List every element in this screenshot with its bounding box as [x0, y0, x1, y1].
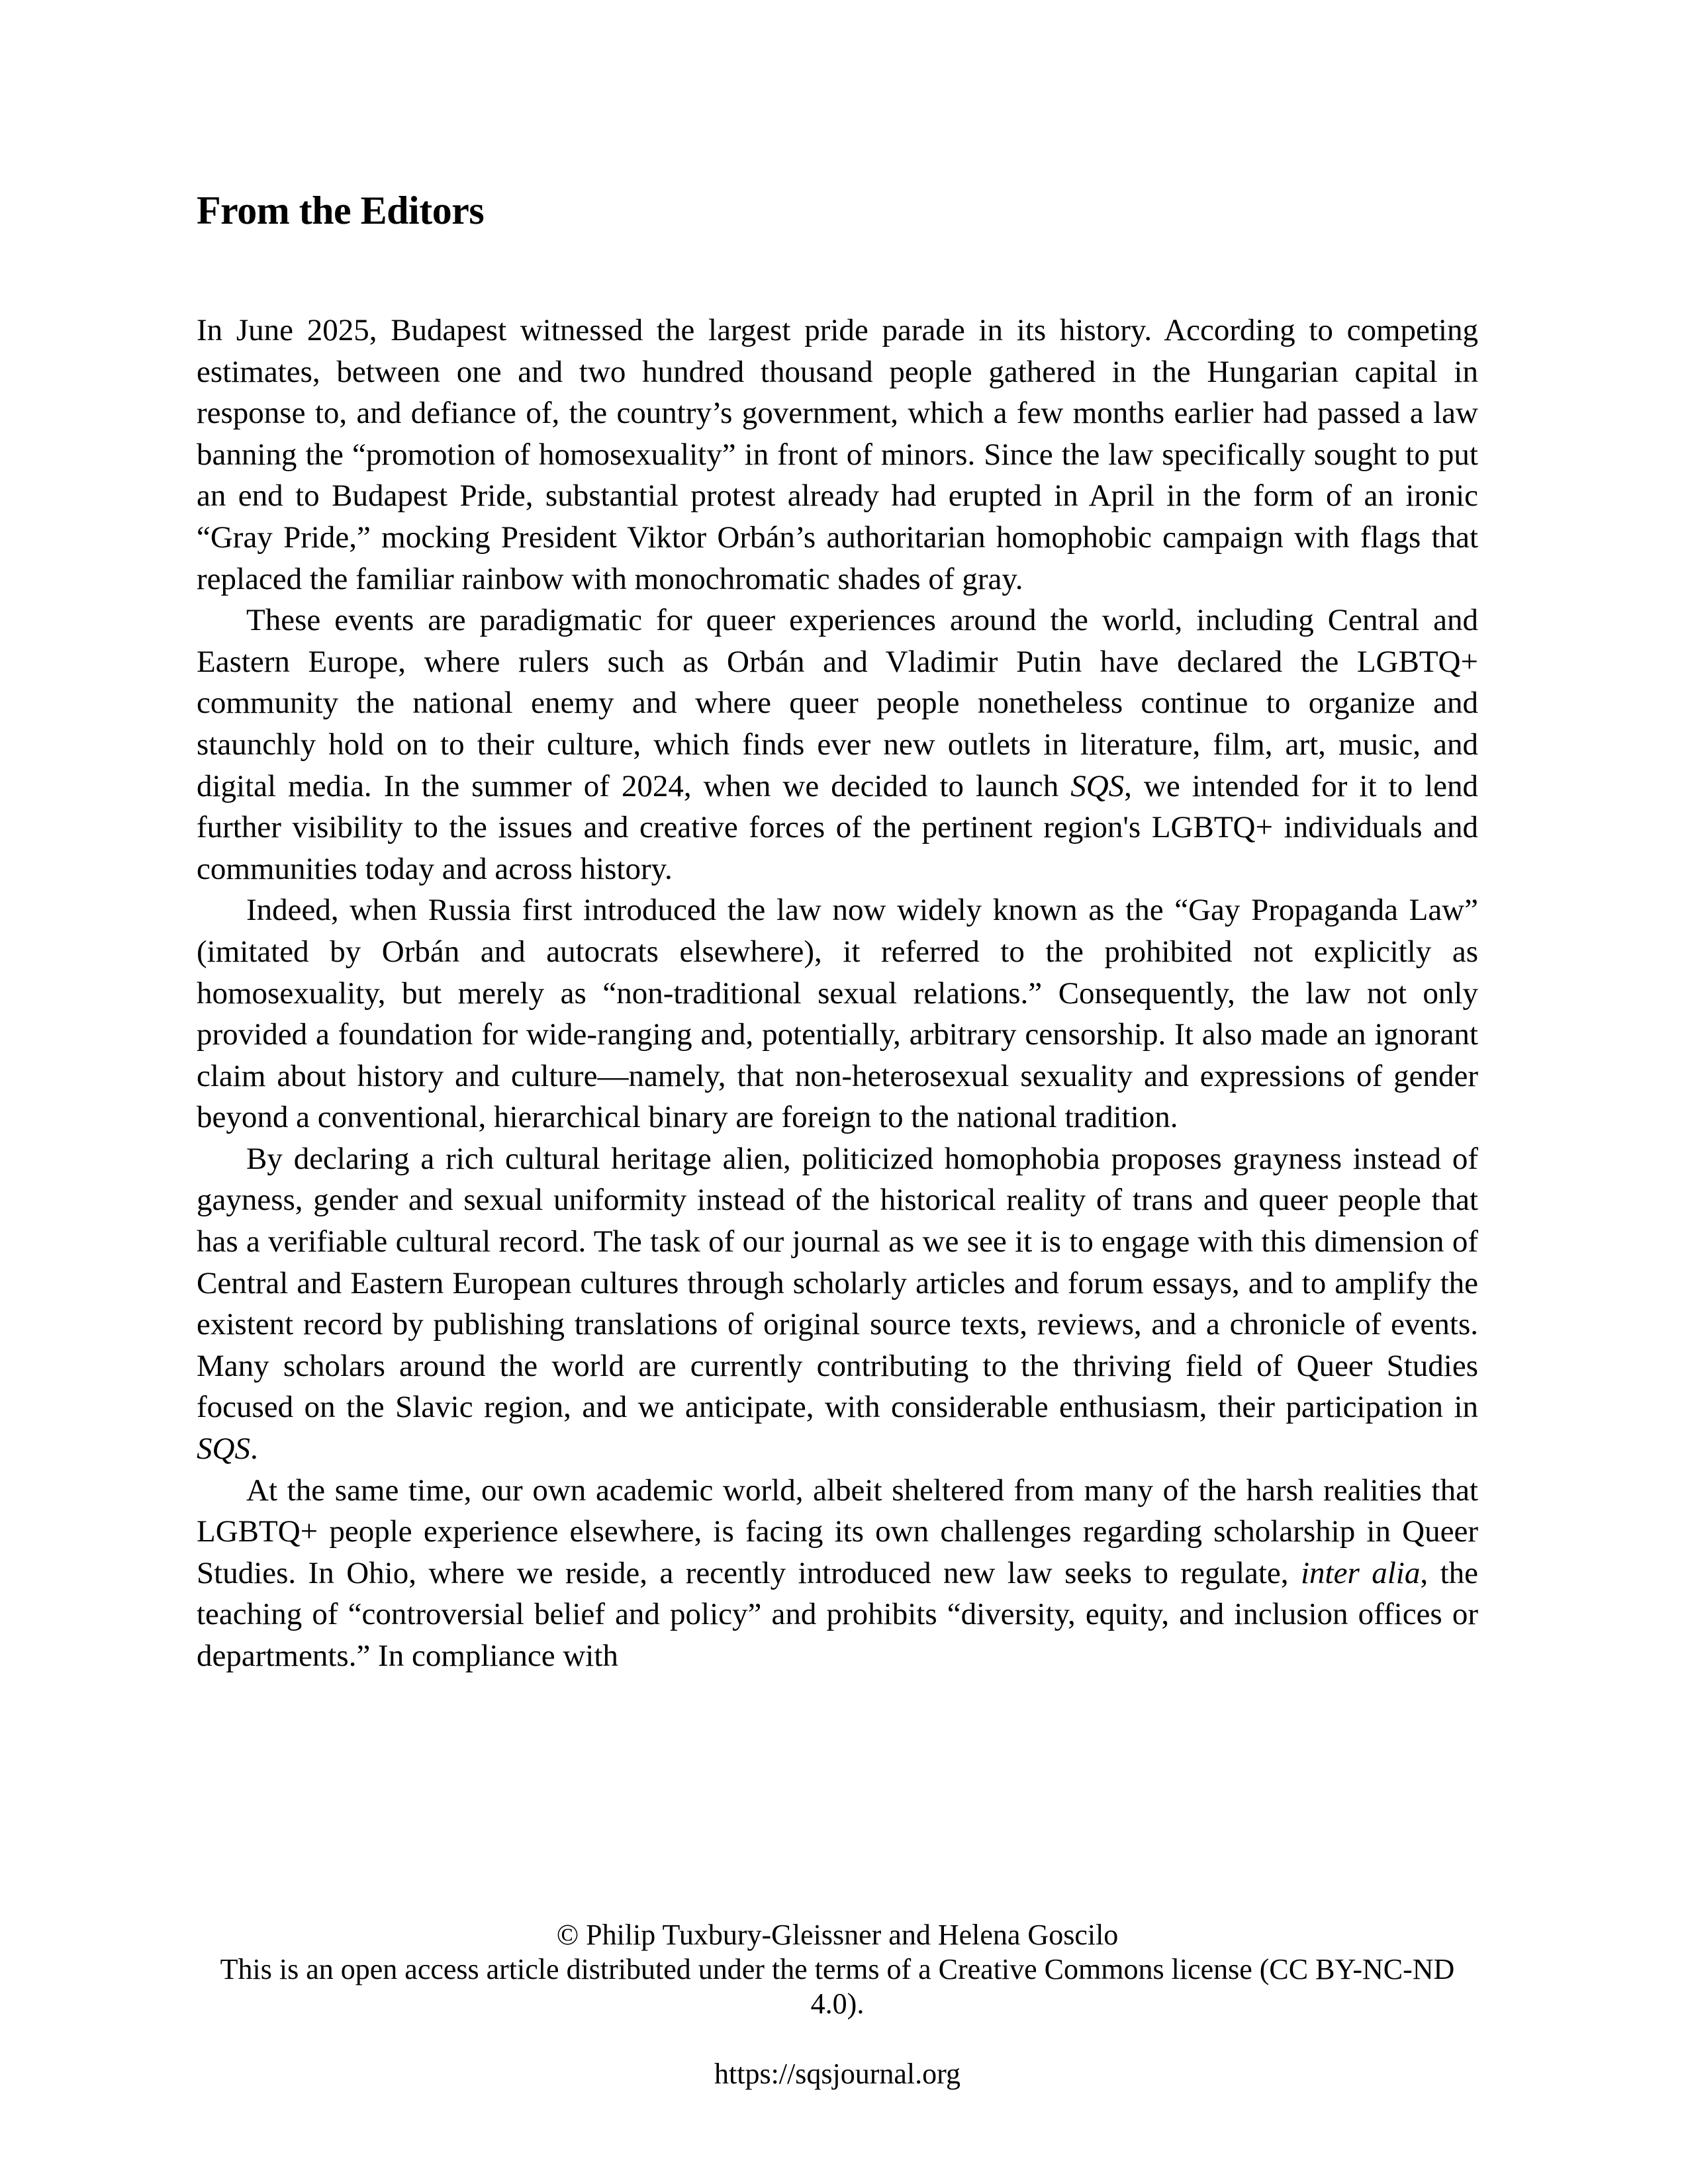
paragraph-2: [197, 600, 1478, 889]
page-footer: [197, 1918, 1478, 2091]
paragraph-text: .: [250, 1432, 258, 1467]
paragraph-text: In June 2025, Budapest witnessed the largest pride parade in its history. According to competing estimates, between one and two hundred thousand people gathered in the Hungarian capital in response to, and defiance of, the country’s government, which a few months earlier had passed a law banning the “promotion of homosexuality” in front of minors. Since the law specifically sought to put an end to Budapest Pride, substantial protest already had erupted in April in the form of an ironic “Gray Pride,” mocking President Viktor Orbán’s authoritarian homophobic campaign with flags that replaced the familiar rainbow with monochromatic shades of gray.: [197, 313, 1478, 596]
paragraph-1: [197, 310, 1478, 600]
license-notice: This is an open access article distributed under the terms of a Creative Commons license (CC BY-NC-ND 4.0).: [220, 1953, 1455, 2020]
paragraph-5: [197, 1470, 1478, 1677]
journal-name-italic: SQS: [1070, 768, 1125, 803]
page-title: From the Editors: [197, 189, 485, 232]
paragraph-text: , the teaching of “controversial belief and policy” and prohibits “diversity, equity, and inclusion offices or departments.” In compliance with: [197, 1555, 1478, 1673]
paragraph-3: [197, 889, 1478, 1138]
paragraph-text: At the same time, our own academic world, albeit sheltered from many of the harsh realities that LGBTQ+ people experience elsewhere, is facing its own challenges regarding scholarship in Queer Studies. In Ohio, where we reside, a recently introduced new law seeks to regulate,: [197, 1473, 1478, 1590]
journal-name-italic: SQS: [197, 1432, 250, 1467]
paragraph-text: These events are paradigmatic for queer experiences around the world, including Central and Eastern Europe, where rulers such as Orbán and Vladimir Putin have declared the LGBTQ+ community the national enemy and where queer people nonetheless continue to organize and staunchly hold on to their culture, which finds ever new outlets in literature, film, art, music, and digital media. In the summer of 2024, when we decided to launch: [197, 603, 1478, 803]
copyright-notice: © Philip Tuxbury-Gleissner and Helena Goscilo: [556, 1919, 1119, 1951]
article-body: [197, 310, 1478, 1677]
paragraph-text: By declaring a rich cultural heritage alien, politicized homophobia proposes grayness instead of gayness, gender and sexual uniformity instead of the historical reality of trans and queer people that has a verifiable cultural record. The task of our journal as we see it is to engage with this dimension of Central and Eastern European cultures through scholarly articles and forum essays, and to amplify the existent record by publishing translations of original source texts, reviews, and a chronicle of events. Many scholars around the world are currently contributing to the thriving field of Queer Studies focused on the Slavic region, and we anticipate, with considerable enthusiasm, their participation in: [197, 1141, 1478, 1425]
paragraph-4: [197, 1138, 1478, 1470]
journal-url-link[interactable]: https://sqsjournal.org: [714, 2058, 961, 2090]
latin-phrase-italic: inter alia: [1301, 1555, 1421, 1590]
paragraph-text: , we intended for it to lend further visibility to the issues and creative forces of the pertinent region's LGBTQ+ individuals and communities today and across history.: [197, 768, 1478, 886]
paragraph-text: Indeed, when Russia first introduced the law now widely known as the “Gay Propaganda Law” (imitated by Orbán and autocrats elsewhere), it referred to the prohibited not explicitly as homosexuality, but merely as “non-traditional sexual relations.” Consequently, the law not only provided a foundation for wide-ranging and, potentially, arbitrary censorship. It also made an ignorant claim about history and culture—namely, that non-heterosexual sexuality and expressions of gender beyond a conventional, hierarchical binary are foreign to the national tradition.: [197, 893, 1478, 1135]
